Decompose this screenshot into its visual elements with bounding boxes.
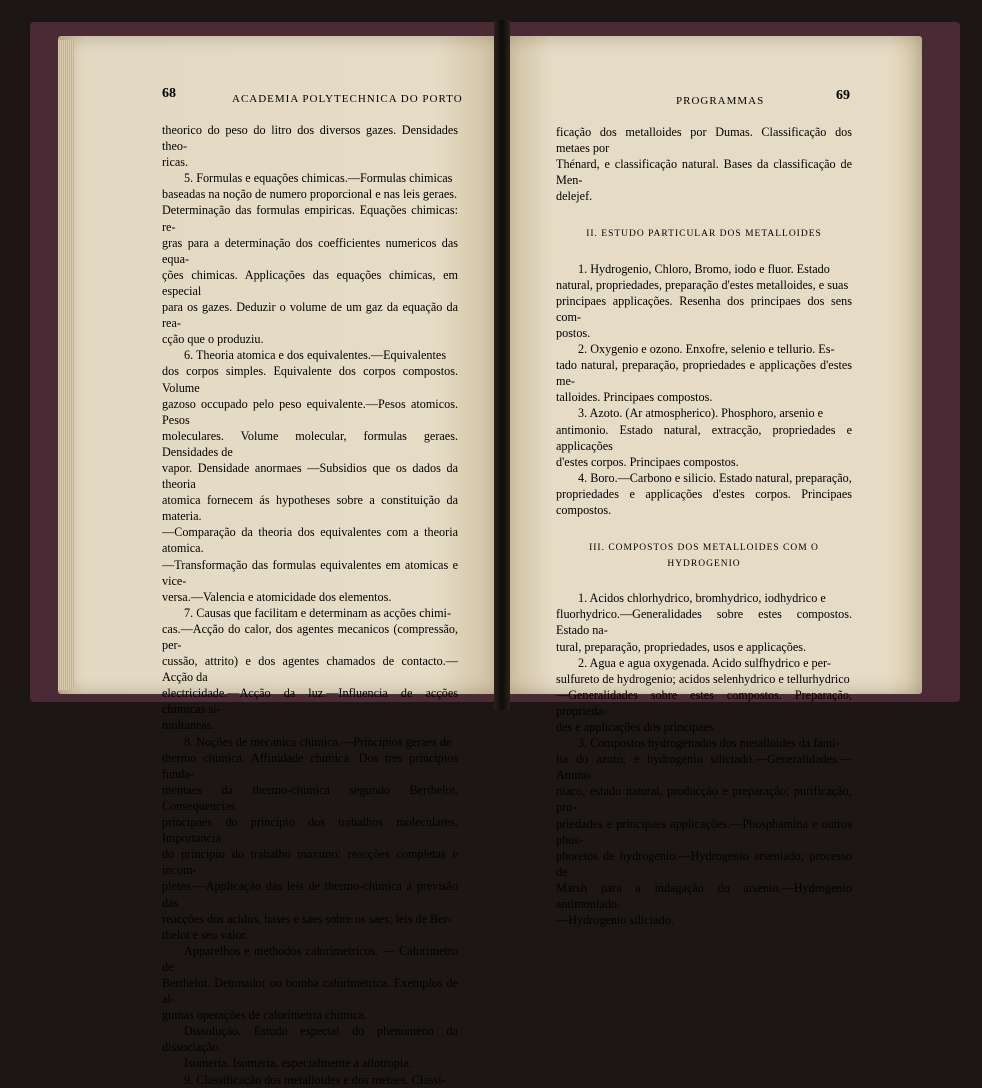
text-line: principaes do principio dos trabalhos moleculares. Importancia — [162, 815, 458, 846]
section-title-2: II. ESTUDO PARTICULAR DOS METALLOIDES — [586, 229, 822, 240]
text-line: antimonio. Estado natural, extracção, propriedades e applicações — [556, 422, 852, 453]
left-body-text — [162, 122, 458, 1088]
text-line: 3. Compostos hydrogenados dos metalloides da fami- — [578, 736, 840, 751]
text-line: niaco, estado natural, producção e preparação; purificação; pro- — [556, 784, 852, 815]
section-3-text — [556, 590, 852, 928]
text-line: cção que o produziu. — [162, 332, 264, 347]
text-line: des e applicações dos principaes. — [556, 720, 717, 734]
text-line: gazoso occupado pelo peso equivalente.—Pesos atomicos. Pesos — [162, 396, 458, 427]
text-line: cas.—Acção do calor, dos agentes mecanicos (compressão, per- — [162, 621, 458, 652]
text-line: Isomeria. Isomeria, especialmente a allotropia. — [184, 1056, 412, 1071]
text-line: baseadas na noção de numero proporcional e nas leis geraes. — [162, 187, 458, 202]
left-page-number: 68 — [162, 86, 176, 101]
text-line: tural, preparação, propriedades, usos e applicações. — [556, 639, 807, 654]
text-line: Thénard, e classificação natural. Bases da classificação de Men- — [556, 157, 852, 188]
text-line: atomica fornecem ás hypotheses sobre a constituição da materia. — [162, 493, 458, 524]
text-line: 1. Hydrogenio, Chloro, Bromo, iodo e fluor. Estado — [578, 261, 830, 276]
text-line: versa.—Valencia e atomicidade dos elementos. — [162, 589, 392, 604]
text-line: para os gazes. Deduzir o volume de um gaz da equação da rea- — [162, 300, 458, 331]
text-line: ficação dos metalloides por Dumas. Classificação dos metaes por — [556, 125, 852, 156]
text-line: 9. Classificação dos metalloides e dos metaes. Classi- — [184, 1072, 446, 1087]
text-line: moleculares. Volume molecular, formulas geraes. Densidades de — [162, 428, 458, 459]
text-line: ções chimicas. Applicações das equações chimicas, em especial — [162, 267, 458, 298]
text-line: —Hydrogenio siliciado. — [556, 913, 674, 928]
right-intro-text — [556, 124, 852, 204]
text-line: lia do azoto; e hydrogenio siliciado.—Generalidades.—Ammo- — [556, 752, 852, 783]
text-line: 1. Acidos chlorhydrico, bromhydrico, iodhydrico e — [578, 591, 826, 606]
text-line: tado natural, preparação, propriedades e applicações d'estes me- — [556, 358, 852, 389]
text-line: vapor. Densidade anormaes —Subsidios que os dados da theoria — [162, 460, 458, 492]
text-line: 6. Theoria atomica e dos equivalentes.—Equivalentes — [184, 348, 447, 363]
text-line: d'estes corpos. Principaes compostos. — [556, 454, 739, 469]
text-line: 2. Agua e agua oxygenada. Acido sulfhydrico e per- — [578, 655, 831, 670]
left-running-header: ACADEMIA POLYTECHNICA DO PORTO — [232, 93, 463, 105]
text-line: Apparelhos e methodos calorimetricos. — Calorimetro de — [162, 943, 458, 974]
text-line: theorico do peso do litro dos diversos gazes. Densidades theo- — [162, 123, 458, 154]
text-line: thermo chimica. Affinidade chimica. Dos tres principios funda- — [162, 750, 458, 781]
text-line: mentaes da thermo-chimica segundo Berthelot. Consequencias — [162, 782, 458, 813]
text-line: priedades e principaes applicações.—Phosphamina e outros phos- — [556, 816, 852, 847]
text-line: natural, propriedades, preparação d'estes metalloides, e suas — [556, 277, 849, 292]
text-line: —Generalidades sobre estes compostos. Preparação, proprieda- — [556, 687, 852, 718]
text-line: 8. Noções de mecanica chimica.—Principios geraes de — [184, 734, 452, 749]
text-line: Marsh para a indagação do arsenio.—Hydrogenio antimoniado. — [556, 880, 852, 912]
text-line: propriedades e applicações d'estes corpos. Principaes compostos. — [556, 486, 852, 517]
text-line: sulfureto de hydrogenio; acidos selenhydrico e tellurhydrico — [556, 671, 850, 686]
text-line: pletas.—Applicação das leis de thermo-chimica á previsão das — [162, 879, 458, 910]
text-line: —Comparação da theoria dos equivalentes com a theoria atomica. — [162, 525, 458, 556]
text-line: 4. Boro.—Carbono e silicio. Estado natural, preparação, — [578, 470, 852, 485]
text-line: dos corpos simples. Equivalente dos corpos compostos. Volume — [162, 364, 458, 395]
text-line: talloides. Principaes compostos. — [556, 390, 713, 405]
text-line: Berthelot. Detonador ou bomba calorimetrica. Exemplos de al- — [162, 975, 458, 1007]
text-line: do principio do trabalho maximo: reacções completas e incom- — [162, 847, 458, 878]
right-page-number: 69 — [836, 88, 850, 103]
text-line: reacções dos acidos, bases e saes sobre os saes; leis de Ber- — [162, 911, 452, 926]
text-line: Dissolução. Estudo especial do phenomeno da dissociação. — [162, 1024, 458, 1055]
text-line: delejef. — [556, 189, 593, 204]
text-line: ricas. — [162, 155, 189, 170]
text-line: principaes applicações. Resenha dos principaes dos sens com- — [556, 293, 852, 324]
book-gutter — [494, 20, 510, 710]
section-2-text — [556, 261, 852, 519]
text-line: gumas operações de calorimetria chimica. — [162, 1008, 367, 1023]
text-line: electricidade.—Acção da luz.—Influencia de acções chimicas si- — [162, 686, 458, 717]
text-line: Determinação das formulas empiricas. Equações chimicas: re- — [162, 203, 458, 234]
text-line: cussão, attrito) e dos agentes chamados de contacto.—Acção da — [162, 654, 458, 685]
text-line: phoretos de hydrogenio.—Hydrogenio arseniado; processo de — [556, 848, 852, 879]
right-running-header: PROGRAMMAS — [676, 95, 765, 107]
page-edges — [58, 40, 74, 690]
section-title-3: III. COMPOSTOS DOS METALLOIDES COM O HYDROGENIO — [589, 543, 819, 570]
text-line: —Transformação das formulas equivalentes em atomicas e vice- — [162, 557, 458, 588]
text-line: fluorhydrico.—Generalidades sobre estes compostos. Estado na- — [556, 607, 852, 638]
text-line: postos. — [556, 325, 591, 340]
text-line: multaneas. — [162, 718, 215, 733]
text-line: 2. Oxygenio e ozono. Enxofre, selenio e tellurio. Es- — [578, 342, 835, 357]
text-line: gras para a determinação dos coefficientes numericos das equa- — [162, 235, 458, 266]
right-body-text — [556, 124, 852, 928]
text-line: thelot e seu valor. — [162, 927, 248, 942]
text-line: 7. Causas que facilitam e determinam as acções chimi- — [184, 605, 452, 620]
text-line: 5. Formulas e equações chimicas.—Formulas chimicas — [184, 171, 453, 186]
text-line: 3. Azoto. (Ar atmospherico). Phosphoro, arsenio e — [578, 406, 824, 421]
